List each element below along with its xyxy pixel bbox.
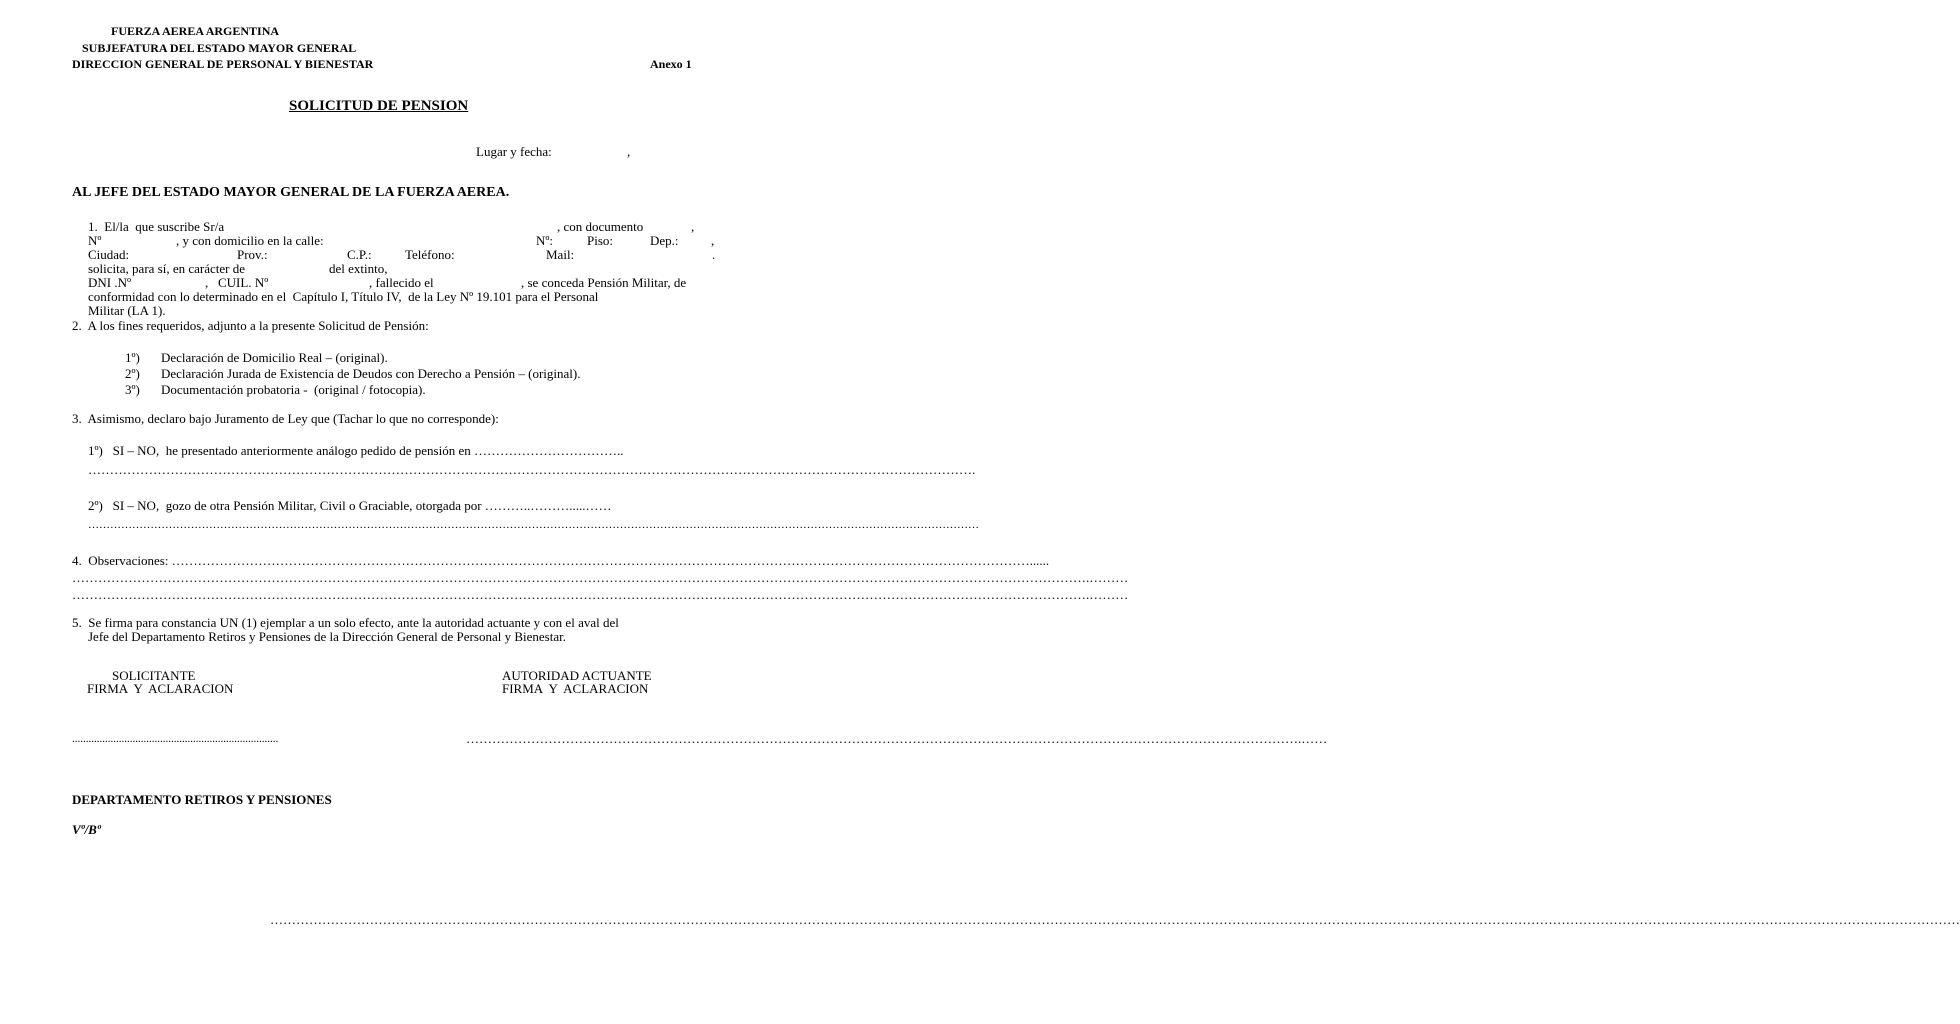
header-direction: DIRECCION GENERAL DE PERSONAL Y BIENESTAR <box>72 57 374 71</box>
s1-capacity-label: solicita, para sí, en carácter de <box>88 261 245 276</box>
s1-comma-2: , <box>711 233 715 248</box>
s1-city-label: Ciudad: <box>88 247 130 262</box>
s1-floor-label: Piso: <box>587 233 614 248</box>
s2-item-text: Declaración Jurada de Existencia de Deudos con Derecho a Pensión – (original). <box>161 366 581 381</box>
signature-applicant-title: SOLICITANTE <box>112 668 196 683</box>
signature-applicant-line: ........................................................................... <box>72 733 279 745</box>
s3-question-2: 2º) SI – NO, gozo de otra Pensión Militar, Civil o Graciable, otorgada por ………..……….....…… <box>88 498 612 513</box>
signature-authority-sub: FIRMA Y ACLARACION <box>502 681 649 696</box>
s1-phone-label: Teléfono: <box>405 247 455 262</box>
s3-question-1: 1º) SI – NO, he presentado anteriormente análogo pedido de pensión en …………………………….. <box>88 443 624 458</box>
s1-street-number-label: Nº: <box>536 233 554 248</box>
place-date-comma: , <box>627 144 631 159</box>
s1-deceased-date-label: , fallecido el <box>369 275 434 290</box>
place-date-label: Lugar y fecha: <box>476 144 552 159</box>
s1-street-label: , y con domicilio en la calle: <box>176 233 324 248</box>
s2-item-text: Documentación probatoria - (original / fotocopia). <box>161 382 426 397</box>
header-subdivision: SUBJEFATURA DEL ESTADO MAYOR GENERAL <box>82 41 357 55</box>
s1-deceased-label: del extinto, <box>329 261 388 276</box>
department-signature-line: ………………………………………………………………………………………………………………………………………………………………………………………………………………………………………………………………………………………………………………………………………………………… <box>270 912 1960 927</box>
s2-intro: 2. A los fines requeridos, adjunto a la presente Solicitud de Pensión: <box>72 318 429 333</box>
s1-document-label: , con documento <box>557 219 644 234</box>
s2-item-text: Declaración de Domicilio Real – (original). <box>161 350 388 365</box>
s2-item-num: 2º) <box>125 366 140 381</box>
s3-intro: 3. Asimismo, declaro bajo Juramento de Ley que (Tachar lo que no corresponde): <box>72 411 499 426</box>
s1-province-label: Prov.: <box>237 247 268 262</box>
s1-applicant-label: 1. El/la que suscribe Sr/a <box>88 219 225 234</box>
s4-dots-line: ……………………………………………………………………………………………………………………………………………………………………………………………………………….……… <box>72 570 1129 585</box>
signature-authority-title: AUTORIDAD ACTUANTE <box>502 668 652 683</box>
s2-item-num: 1º) <box>125 350 140 365</box>
annex-label: Anexo 1 <box>650 57 692 71</box>
s3-question-2-dots: ……………………………………………………………………………………………………………………………………………………………………………………………………………………… <box>88 519 979 531</box>
s1-number-label: Nº <box>88 233 102 248</box>
s1-comma: , <box>691 219 695 234</box>
signature-applicant-sub: FIRMA Y ACLARACION <box>87 681 234 696</box>
signature-authority-line: ………………………………………………………………………………………………………………………………………………………………………….…… <box>466 731 1328 746</box>
header-org: FUERZA AEREA ARGENTINA <box>111 24 280 38</box>
addressee: AL JEFE DEL ESTADO MAYOR GENERAL DE LA FUERZA AEREA. <box>72 185 510 200</box>
s5-line-1: 5. Se firma para constancia UN (1) ejemplar a un solo efecto, ante la autoridad actuante y con el aval del <box>72 615 619 630</box>
s1-cuil-label: , CUIL. Nº <box>205 275 269 290</box>
s1-law-text: conformidad con lo determinado en el Capítulo I, Título IV, de la Ley Nº 19.101 para el Personal <box>88 289 599 304</box>
s1-period: . <box>712 247 716 262</box>
s2-item-num: 3º) <box>125 382 140 397</box>
department-title: DEPARTAMENTO RETIROS Y PENSIONES <box>72 792 332 807</box>
vobo-label: Vº/Bº <box>72 822 101 837</box>
document-title: SOLICITUD DE PENSION <box>289 98 469 114</box>
s1-law-text-end: Militar (LA 1). <box>88 303 166 318</box>
s4-observations-label: 4. Observaciones: ………………………………………………………………………………………………………………………………………………………………………………...... <box>72 553 1050 568</box>
s1-apartment-label: Dep.: <box>650 233 679 248</box>
s3-question-1-dots: ……………………………………………………………………………………………………………………………………………………………………………………. <box>88 462 976 477</box>
s1-mail-label: Mail: <box>546 247 575 262</box>
s1-postal-code-label: C.P.: <box>347 247 372 262</box>
s4-dots-line: ……………………………………………………………………………………………………………………………………………………………………………………………………………….……… <box>72 587 1129 602</box>
s5-line-2: Jefe del Departamento Retiros y Pensiones de la Dirección General de Personal y Bienestar. <box>88 629 566 644</box>
s1-dni-label: DNI .Nº <box>88 275 132 290</box>
s1-request-text: , se conceda Pensión Militar, de <box>521 275 687 290</box>
